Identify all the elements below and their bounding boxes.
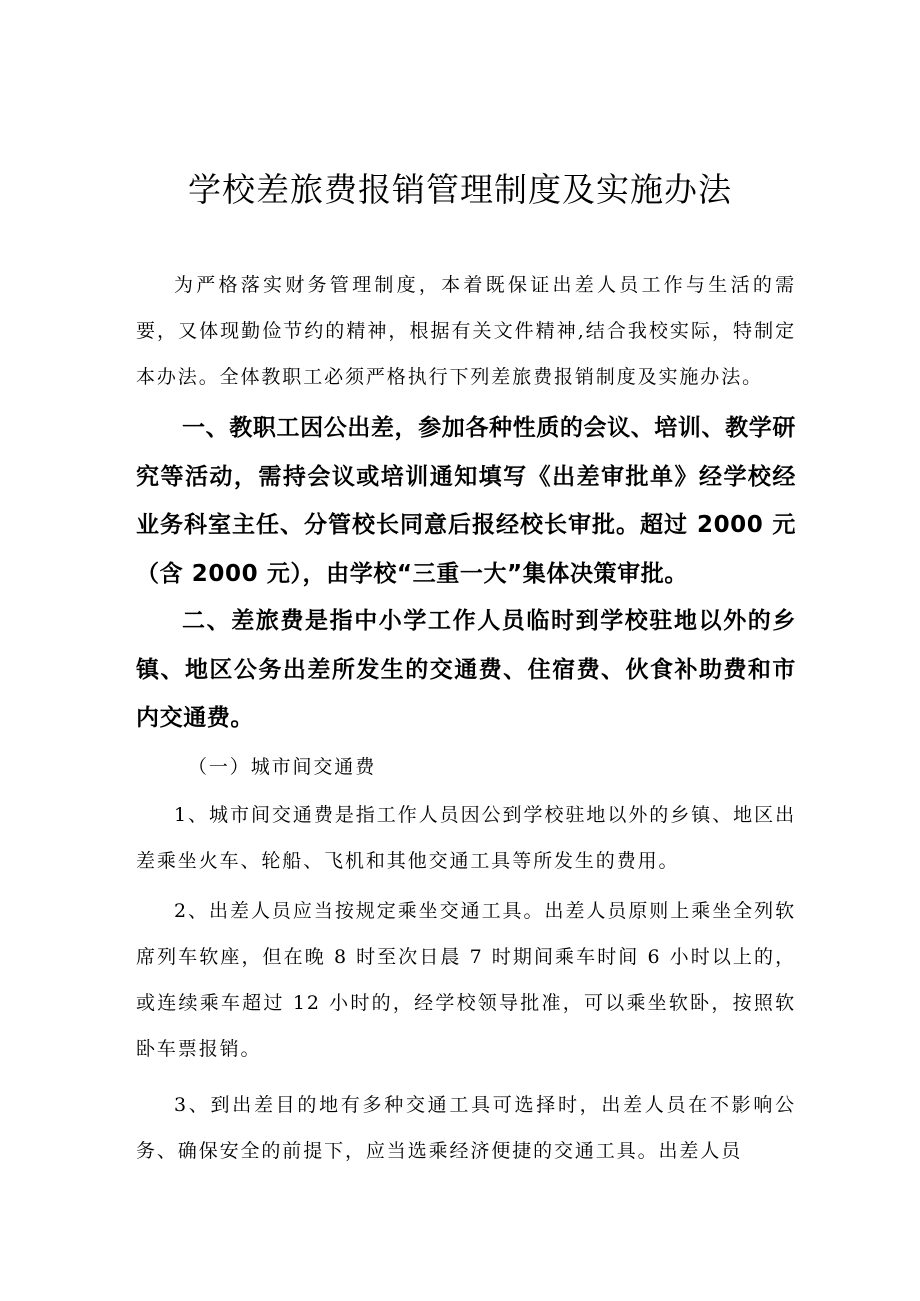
section-2-paragraph: 二、差旅费是指中小学工作人员临时到学校驻地以外的乡镇、地区公务出差所发生的交通费、住宿费、伙食补助费和市内交通费。	[136, 608, 796, 731]
subsection-heading: （一）城市间交通费	[188, 756, 377, 778]
document-title: 学校差旅费报销管理制度及实施办法	[188, 170, 732, 209]
intro-paragraph: 为严格落实财务管理制度，本着既保证出差人员工作与生活的需要，又体现勤俭节约的精神，根据有关文件精神,结合我校实际，特制定本办法。全体教职工必须严格执行下列差旅费报销制度及实施办法。	[136, 274, 796, 388]
item-1-paragraph: 1、城市间交通费是指工作人员因公到学校驻地以外的乡镇、地区出差乘坐火车、轮船、飞机和其他交通工具等所发生的费用。	[136, 804, 796, 872]
section-1-paragraph: 一、教职工因公出差，参加各种性质的会议、培训、教学研究等活动，需持会议或培训通知填写《出差审批单》经学校经业务科室主任、分管校长同意后报经校长审批。超过 2000 元（含 2000 元），由学校“三重一大”集体决策审批。	[136, 415, 796, 587]
item-3-paragraph: 3、到出差目的地有多种交通工具可选择时，出差人员在不影响公务、确保安全的前提下，应当选乘经济便捷的交通工具。出差人员	[136, 1094, 796, 1162]
item-2-paragraph: 2、出差人员应当按规定乘坐交通工具。出差人员原则上乘坐全列软席列车软座，但在晚 8 时至次日晨 7 时期间乘车时间 6 小时以上的，或连续乘车超过 12 小时的，经学校领导批准，可以乘坐软卧，按照软卧车票报销。	[136, 900, 796, 1060]
